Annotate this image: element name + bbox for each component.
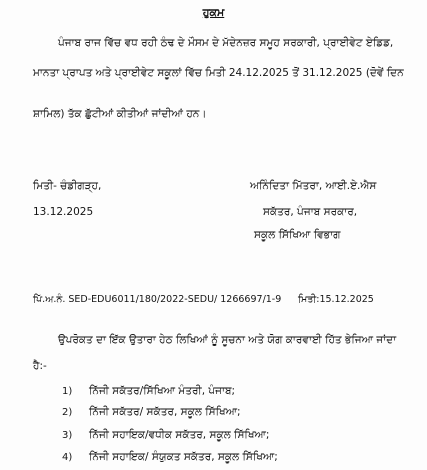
signatory-department: ਸਕੂਲ ਸਿੱਖਿਆ ਵਿਭਾਗ	[254, 229, 341, 241]
endorsement-intro-line-1: ਉਪਰੋਕਤ ਦਾ ਇੱਕ ਉਤਾਰਾ ਹੇਠ ਲਿਖਿਆਂ ਨੂੰ ਸੂਚਨਾ ਅਤੇ ਯੋਗ ਕਾਰਵਾਈ ਹਿੱਤ ਭੇਜਿਆ ਜਾਂਦਾ	[58, 334, 397, 346]
order-body-line-2: ਮਾਨਤਾ ਪ੍ਰਾਪਤ ਅਤੇ ਪ੍ਰਾਈਵੇਟ ਸਕੂਲਾਂ ਵਿੱਚ ਮਿਤੀ 24.12.2025 ਤੋਂ 31.12.2025 (ਦੋਵੇਂ ਦਿਨ	[33, 67, 404, 79]
signatory-name: ਅਨਿੰਦਿਤਾ ਮਿੱਤਰਾ, ਆਈ.ਏ.ਐਸ	[250, 180, 377, 192]
list-item: ਨਿੱਜੀ ਸਹਾਇਕ/ ਸੰਯੁਕਤ ਸਕੱਤਰ, ਸਕੂਲ ਸਿੱਖਿਆ;	[89, 451, 278, 463]
list-item-number: 3)	[62, 430, 73, 441]
signatory-designation: ਸਕੱਤਰ, ਪੰਜਾਬ ਸਰਕਾਰ,	[263, 206, 358, 218]
list-item-number: 2)	[62, 407, 73, 418]
list-item-number: 1)	[62, 386, 73, 397]
order-title: ਹੁਕਮ	[202, 6, 225, 19]
order-body-line-1: ਪੰਜਾਬ ਰਾਜ ਵਿੱਚ ਵਧ ਰਹੀ ਠੰਢ ਦੇ ਮੌਸਮ ਦੇ ਮੱਦੇਨਜ਼ਰ ਸਮੂਹ ਸਰਕਾਰੀ, ਪ੍ਰਾਈਵੇਟ ਏਡਿਡ,	[58, 37, 394, 49]
order-body-line-3: ਸ਼ਾਮਿਲ) ਤੱਕ ਛੁੱਟੀਆਂ ਕੀਤੀਆਂ ਜਾਂਦੀਆਂ ਹਨ।	[33, 108, 207, 120]
order-date: 13.12.2025	[33, 206, 94, 218]
list-item-number: 4)	[62, 452, 73, 463]
list-item: ਨਿੱਜੀ ਸਹਾਇਕ/ਵਧੀਕ ਸਕੱਤਰ, ਸਕੂਲ ਸਿੱਖਿਆ;	[89, 429, 270, 441]
list-item: ਨਿੱਜੀ ਸਕੱਤਰ/ ਸਕੱਤਰ, ਸਕੂਲ ਸਿੱਖਿਆ;	[89, 406, 241, 418]
list-item: ਨਿੱਜੀ ਸਕੱਤਰ/ਸਿੱਖਿਆ ਮੰਤਰੀ, ਪੰਜਾਬ;	[89, 385, 236, 397]
endorsement-intro-line-2: ਹੈ:-	[33, 360, 47, 372]
place-label: ਮਿਤੀ- ਚੰਡੀਗੜ੍ਹ,	[33, 180, 102, 192]
reference-number: ਪਿੱ.ਅ.ਨੰ. SED-EDU6011/180/2022-SEDU/ 1266697/1-9	[33, 294, 282, 305]
reference-date: ਮਿਤੀ:15.12.2025	[298, 294, 374, 305]
